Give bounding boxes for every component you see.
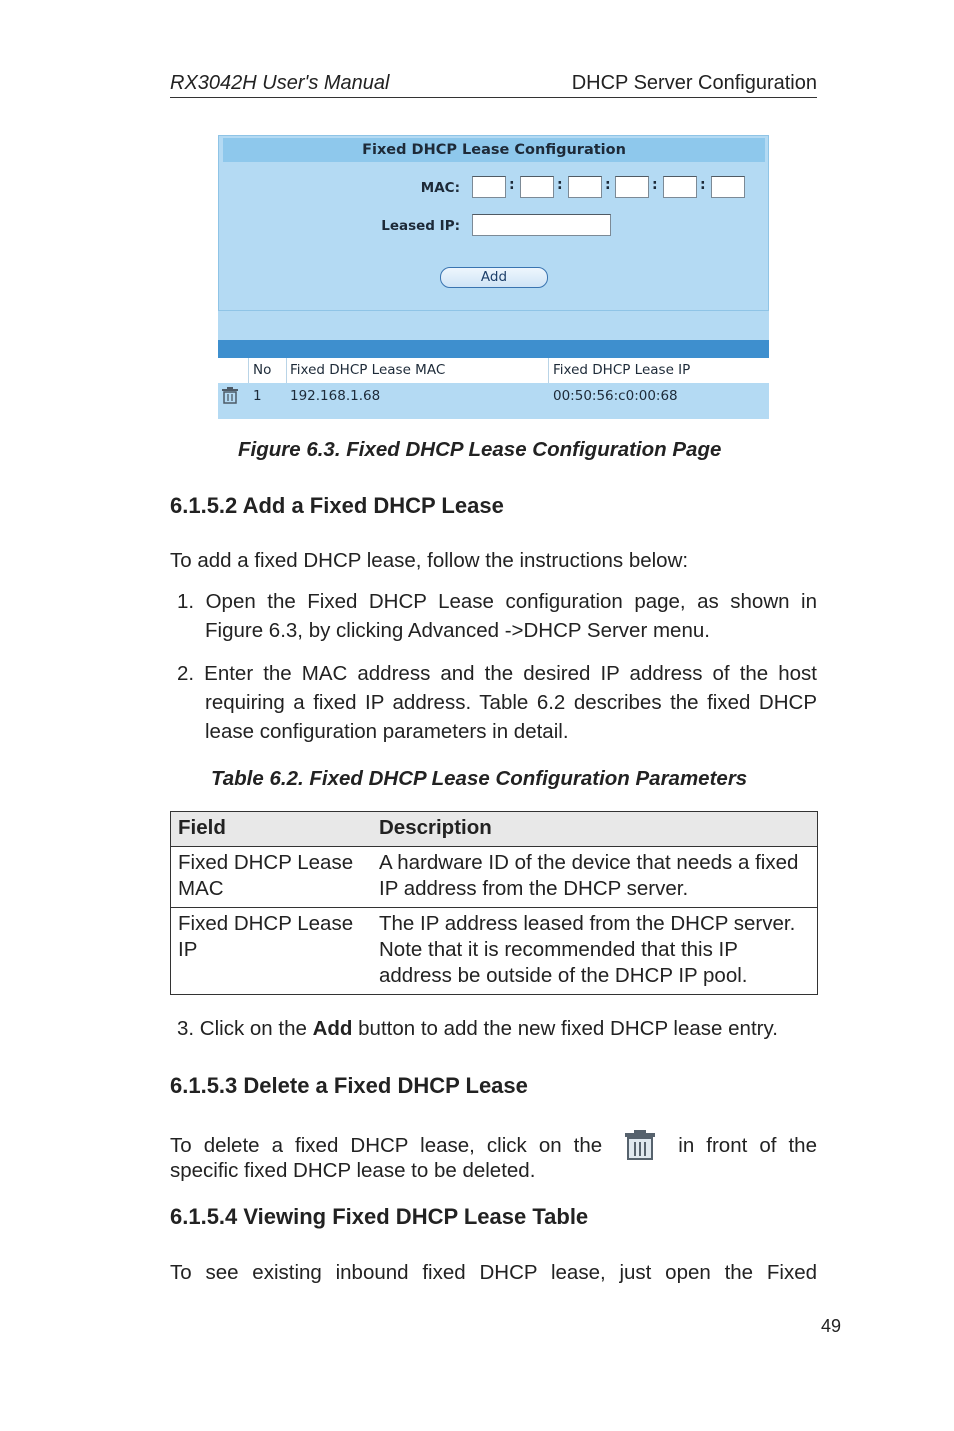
col-mac-header: Fixed DHCP Lease MAC	[290, 362, 446, 378]
step-2-rest1: requiring a fixed IP address. Table 6.2 describes the fixed DHCP	[205, 691, 817, 714]
delete-text-line2: specific fixed DHCP lease to be deleted.	[170, 1159, 536, 1182]
mac-octet-2-input[interactable]	[520, 176, 554, 198]
table-caption: Table 6.2. Fixed DHCP Lease Configuration Parameters	[211, 767, 748, 790]
section-heading-delete: 6.1.5.3 Delete a Fixed DHCP Lease	[170, 1073, 528, 1098]
step-3-suffix: button to add the new fixed DHCP lease entry.	[352, 1017, 778, 1040]
leased-ip-input[interactable]	[472, 214, 611, 236]
step-2-rest2: lease configuration parameters in detail.	[205, 720, 569, 743]
table-row	[171, 908, 818, 995]
row-no: 1	[253, 388, 262, 404]
mac-separator: :	[652, 177, 658, 193]
column-divider	[248, 358, 249, 383]
mac-octet-1-input[interactable]	[472, 176, 506, 198]
mac-octet-5-input[interactable]	[663, 176, 697, 198]
mac-octet-6-input[interactable]	[711, 176, 745, 198]
row-mac: 192.168.1.68	[290, 388, 381, 404]
chapter-title: DHCP Server Configuration	[571, 72, 817, 94]
parameters-table	[170, 811, 818, 995]
page-number: 49	[820, 1316, 841, 1336]
row-description: A hardware ID of the device that needs a fixed IP address from the DHCP server.	[372, 847, 818, 908]
view-text: To see existing inbound fixed DHCP lease, just open the Fixed	[170, 1261, 817, 1284]
figure-caption: Figure 6.3. Fixed DHCP Lease Configuration Page	[238, 438, 722, 461]
trash-icon	[624, 1130, 656, 1160]
section-heading-add: 6.1.5.2 Add a Fixed DHCP Lease	[170, 493, 504, 518]
mac-octet-4-input[interactable]	[615, 176, 649, 198]
mac-separator: :	[700, 177, 706, 193]
step-3-prefix: 3. Click on the	[177, 1017, 313, 1040]
column-divider	[548, 358, 549, 383]
panel-title: Fixed DHCP Lease Configuration	[223, 138, 765, 162]
mac-separator: :	[605, 177, 611, 193]
fixed-dhcp-screenshot	[218, 135, 769, 419]
step-1-rest: Figure 6.3, by clicking Advanced ->DHCP Server menu.	[205, 619, 710, 642]
step-3-bold: Add	[312, 1017, 353, 1040]
manual-title: RX3042H User's Manual	[170, 72, 390, 94]
mac-label: MAC:	[420, 180, 460, 196]
config-panel	[218, 135, 769, 311]
lease-table-header	[218, 358, 769, 383]
leased-ip-label: Leased IP:	[381, 218, 460, 234]
step-1-line1: 1. Open the Fixed DHCP Lease configuration page, as shown in	[177, 590, 817, 613]
mac-separator: :	[509, 177, 515, 193]
step-2-line1: 2. Enter the MAC address and the desired IP address of the host	[177, 662, 817, 685]
add-intro: To add a fixed DHCP lease, follow the instructions below:	[170, 549, 689, 572]
section-heading-view: 6.1.5.4 Viewing Fixed DHCP Lease Table	[170, 1204, 589, 1229]
add-button[interactable]: Add	[440, 267, 548, 288]
column-divider	[286, 358, 287, 383]
step-2	[177, 659, 817, 746]
mac-separator: :	[557, 177, 563, 193]
mac-octet-3-input[interactable]	[568, 176, 602, 198]
delete-text-before: To delete a fixed DHCP lease, click on the	[170, 1134, 603, 1157]
row-field: Fixed DHCP Lease MAC	[171, 847, 373, 908]
step-3	[177, 1014, 778, 1043]
col-ip-header: Fixed DHCP Lease IP	[553, 362, 691, 378]
delete-text-after: in front of the	[678, 1134, 817, 1157]
row-ip: 00:50:56:c0:00:68	[553, 388, 678, 404]
col-no-header: No	[253, 362, 272, 378]
table-header-row	[171, 812, 818, 847]
row-field: Fixed DHCP Lease IP	[171, 908, 373, 995]
table-row	[171, 847, 818, 908]
trash-icon[interactable]	[221, 387, 239, 404]
row-description: The IP address leased from the DHCP server. Note that it is recommended that this IP address be outside of the DHCP IP pool.	[372, 908, 818, 995]
header-field: Field	[171, 812, 373, 847]
page-header	[170, 70, 817, 98]
header-description: Description	[372, 812, 818, 847]
table-title-bar	[218, 340, 769, 358]
step-1	[177, 587, 817, 645]
